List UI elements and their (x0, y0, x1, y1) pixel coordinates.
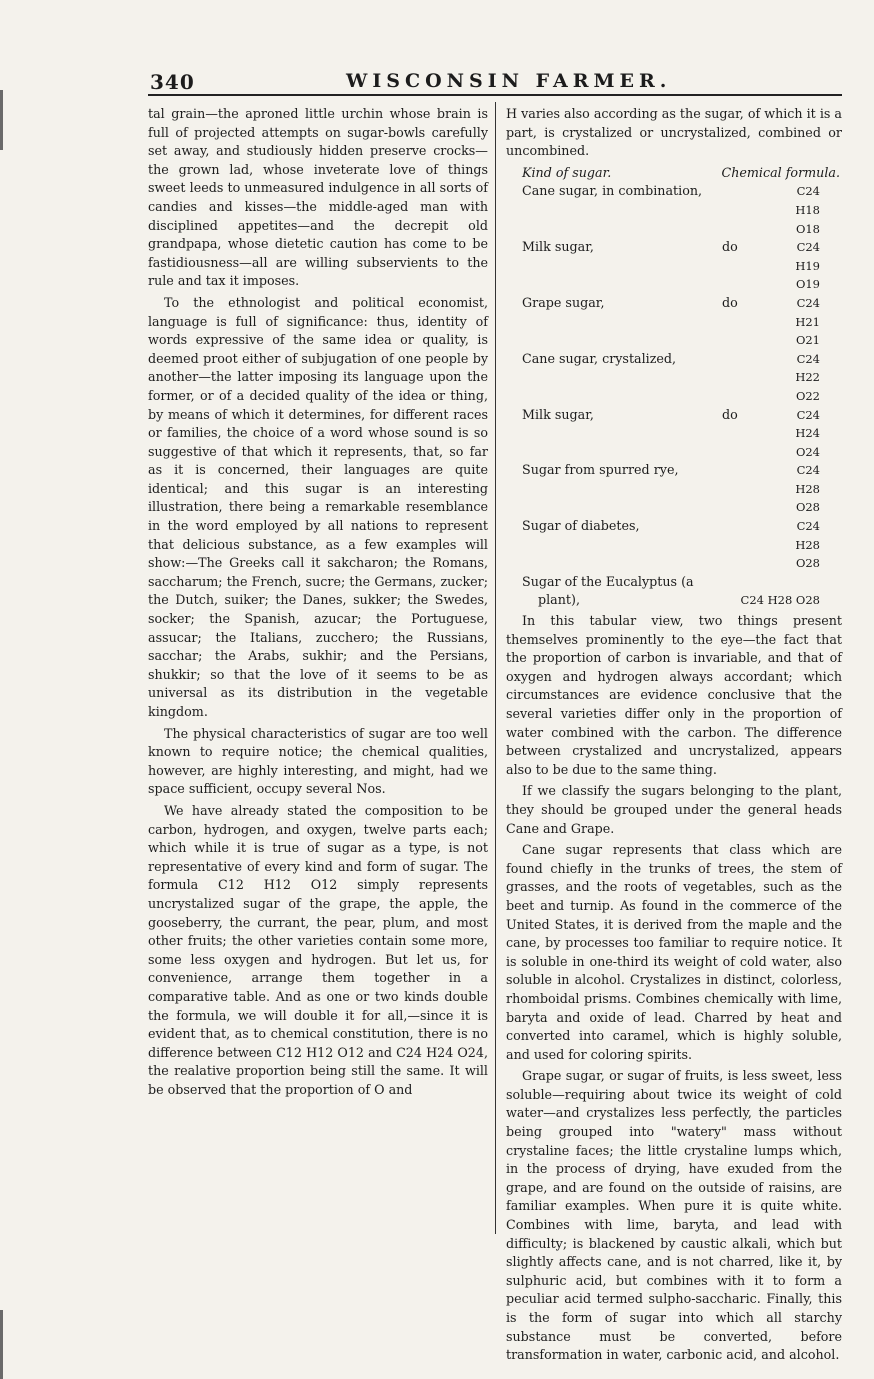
table-row (506, 238, 842, 294)
sugar-kind: Sugar from spurred rye, (522, 462, 679, 478)
sugar-kind: Cane sugar, in combination, (522, 183, 703, 199)
sugar-kind-continued: plant), (538, 592, 580, 608)
chemical-formula: C24 H24 O24 (795, 407, 820, 459)
paragraph: H varies also according as the sugar, of which it is a part, is crystalized or uncrystalized, combined or uncombined. (506, 106, 842, 159)
table-row (506, 294, 842, 350)
sugar-kind: Sugar of the Eucalyptus (a (522, 573, 694, 589)
paragraph: Cane sugar represents that class which are found chiefly in the trunks of trees, the stem of grasses, and the roots of vegetables, such as the beet and turnip. As found in the commerce of the United States, it is derived from the maple and the cane, by processes too familiar to require notice. It is soluble in one-third its weight of cold water, also soluble in alcohol. Crystalizes in distinct, colorless, rhomboidal prisms. Combines chemically with lime, baryta and oxide of lead. Charred by heat and converted into caramel, which is highly soluble, and used for coloring spirits. (506, 842, 842, 1062)
sugar-formula-table (506, 164, 842, 610)
sugar-kind: Milk sugar, (522, 406, 594, 422)
ditto-mark (722, 350, 772, 406)
column-divider (495, 102, 496, 1234)
chemical-formula: C24 H28 O28 (740, 593, 820, 608)
paragraph: The physical characteristics of sugar are too well known to require notice; the chemical qualities, however, are highly interesting, and might, had we space sufficient, occupy several Nos. (148, 725, 488, 797)
scan-edge-mark-bottom (0, 1310, 3, 1379)
table-header-kind: Kind of sugar. (522, 164, 612, 180)
table-row (506, 461, 842, 517)
sugar-kind: Cane sugar, crystalized, (522, 350, 677, 366)
chemical-formula: C24 H18 O18 (795, 184, 820, 236)
table-row (506, 573, 842, 610)
ditto-mark (722, 461, 772, 517)
table-row (506, 350, 842, 406)
table-header-formula: Chemical formula. (721, 164, 840, 180)
paragraph: We have already stated the composition to be carbon, hydrogen, and oxygen, twelve parts each; which while it is true of sugar as a type, is not representative of every kind and form of sugar. The formula C12 H12 O12 simply represents uncrystalized sugar of the grape, the apple, the gooseberry, the currant, the pear, plum, and most other fruits; the other varieties contain some more, some less oxygen and hydrogen. But let us, for convenience, arrange them together in a comparative table. And as one or two kinds double the formula, we will double it for all,—since it is evident that, as to chemical constitution, there is no difference between C12 H12 O12 and C24 H24 O24, the realative proportion being still the same. It will be observed that the proportion of O and (148, 802, 488, 1097)
paragraph: To the ethnologist and political economist, language is full of significance: thus, identity of words expressive of the same idea or quality, is deemed proot either of subjugation of one people by another—the latter imposing its language upon the former, or of a decided quality of the idea or thing, by means of which it determines, for different races or families, the choice of a word whose sound is so suggestive of that which it represents, that, so far as it is concerned, their languages are quite identical; and this sugar is an interesting illustration, there being a remarkable resemblance in the word employed by all nations to represent that delicious substance, as a few examples will show:—The Greeks call it sakcharon; the Romans, saccharum; the French, sucre; the Germans, zucker; the Dutch, suiker; the Danes, sukker; the Swedes, socker; the Spanish, azucar; the Portuguese, assucar; the Italians, zucchero; the Russians, sacchar; the Arabs, sukhir; and the Persians, shukkir; so that the love of it seems to be as universal as its distribution in the vegetable kingdom. (148, 294, 488, 719)
chemical-formula: C24 H28 O28 (795, 463, 820, 515)
table-row (506, 517, 842, 573)
paragraph: If we classify the sugars belonging to the plant, they should be grouped under the general heads Cane and Grape. (506, 783, 842, 836)
chemical-formula: C24 H21 O21 (795, 295, 820, 348)
right-column (506, 105, 842, 1368)
table-row (506, 182, 842, 238)
page-number: 340 (150, 70, 195, 94)
paragraph: In this tabular view, two things present themselves prominently to the eye—the fact that the proportion of carbon is invariable, and that of oxygen and hydrogen always accordant; which circumstances are evidence conclusive that the several varieties differ only in the proportion of water combined with the carbon. The difference between crystalized and uncrystalized, appears also to be due to the same thing. (506, 613, 842, 777)
sugar-kind: Grape sugar, (522, 294, 605, 310)
chemical-formula: C24 H22 O22 (795, 351, 820, 403)
chemical-formula: C24 H28 O28 (795, 519, 820, 571)
chemical-formula: C24 H19 O19 (795, 240, 820, 292)
table-row (506, 406, 842, 462)
page-header (150, 70, 842, 96)
paragraph: Grape sugar, or sugar of fruits, is less sweet, less soluble—requiring about twice its weight of cold water—and crystalizes less perfectly, the particles being grouped into "watery" mass without crystaline faces; the little crystaline lumps which, in the process of drying, have exuded from the grape, and are found on the outside of raisins, are familiar examples. When pure it is quite white. Combines with lime, baryta, and lead with difficulty; is blackened by caustic alkali, which but slightly affects cane, and is not charred, like it, by sulphuric acid, but combines with it to form a peculiar acid termed sulpho-saccharic. Finally, this is the form of sugar into which all starchy substance must be converted, before transformation in water, carbonic acid, and alcohol. (506, 1068, 842, 1363)
ditto-mark (722, 182, 772, 238)
ditto-mark: do (722, 406, 738, 422)
sugar-kind: Sugar of diabetes, (522, 518, 640, 534)
publication-title: WISCONSIN FARMER. (346, 70, 672, 92)
paragraph: tal grain—the aproned little urchin whose brain is full of projected attempts on sugar-bowls carefully set away, and studiously hidden preserve crocks—the grown lad, whose inveterate love of things sweet leeds to unmeasured indulgence in all sorts of candies and kisses—the middle-aged man with disciplined appetites—and the decrepit old grandpapa, whose dietetic caution has come to be fastidiousness—all are willing subservients to the rule and tax it imposes. (148, 106, 488, 289)
sugar-kind: Milk sugar, (522, 239, 594, 255)
ditto-mark: do (722, 239, 738, 255)
ditto-mark: do (722, 294, 738, 310)
ditto-mark (722, 517, 772, 573)
header-rule (148, 94, 842, 96)
table-header (506, 164, 842, 183)
left-column (148, 105, 488, 1102)
scan-edge-mark-top (0, 90, 3, 150)
